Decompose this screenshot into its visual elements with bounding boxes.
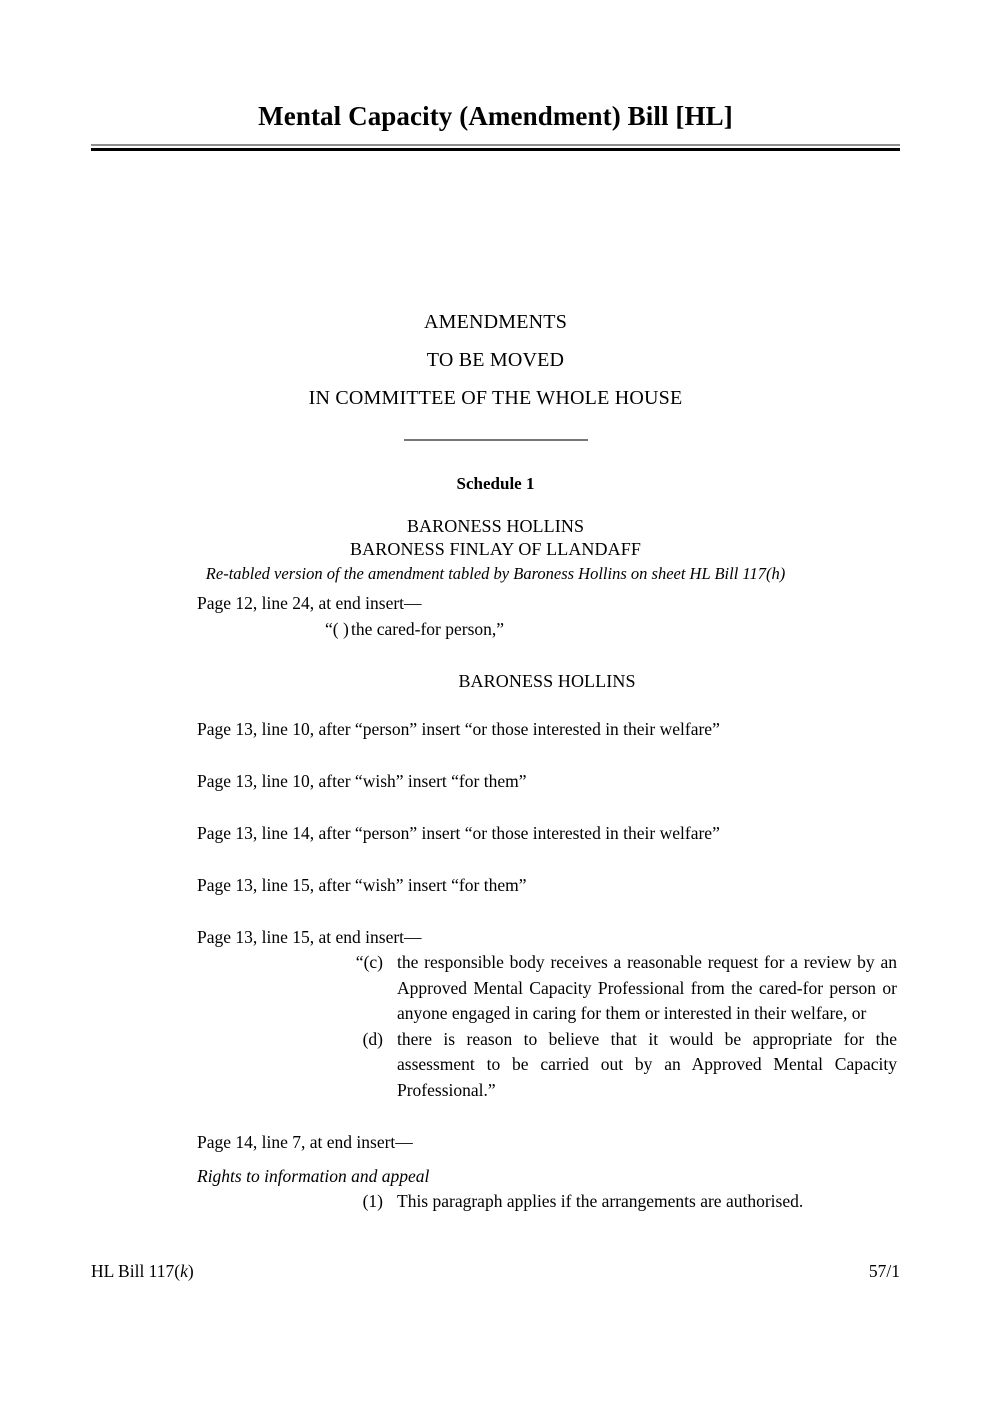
- list-item-text: there is reason to believe that it would be appropriate for the assessment to be carried out by an Approved Mental Capacity Professional.”: [397, 1028, 897, 1100]
- spacer: [197, 898, 897, 924]
- schedule-heading: Schedule 1: [456, 474, 535, 493]
- amendment-page13-line15-wish: [197, 872, 897, 898]
- footer-page-reference: 57/1: [868, 1261, 900, 1281]
- amendments-heading-block: [91, 303, 900, 441]
- list-item-marker: (1): [362, 1191, 383, 1211]
- footer-bill-number: [91, 1261, 194, 1282]
- amendments-body: [197, 590, 897, 1215]
- sponsor-block-secondary: BARONESS HOLLINS: [458, 671, 636, 691]
- list-item: [325, 950, 897, 1027]
- footer-bill-prefix: HL Bill 117(: [91, 1261, 181, 1281]
- page-footer: [91, 1261, 900, 1282]
- title-block: [91, 100, 900, 151]
- amendment-page12-line24: [197, 590, 897, 642]
- amendment-page13-line15-insert: [197, 924, 897, 1103]
- retabled-note: Re-tabled version of the amendment tabled by Baroness Hollins on sheet HL Bill 117(h): [205, 564, 786, 583]
- title-rule-thick: [91, 148, 900, 151]
- spacer: [197, 1103, 897, 1129]
- title-rule-thin: [91, 144, 900, 146]
- list-item-text: the responsible body receives a reasonable request for a review by an Approved Mental Capacity Professional from the cared-for person or anyone engaged in caring for them or interested in their welfare, or: [397, 952, 897, 1023]
- amendment-lead: Page 13, line 10, after “wish” insert “for them”: [197, 771, 527, 791]
- spacer: [197, 1155, 897, 1163]
- amendment-lead: Page 13, line 15, at end insert—: [197, 927, 422, 947]
- amendment-page13-line10-person: [197, 716, 897, 742]
- amendment-page14-line7-insert: [197, 1129, 897, 1215]
- amendment-lead: Page 13, line 10, after “person” insert “or those interested in their welfare”: [197, 719, 720, 739]
- sponsor-name-finlay: BARONESS FINLAY OF LLANDAFF: [350, 539, 641, 559]
- list-item-marker: “(c): [355, 952, 383, 972]
- sponsor-name-hollins: BARONESS HOLLINS: [406, 516, 585, 536]
- spacer: [197, 694, 897, 716]
- list-item: [325, 1027, 897, 1104]
- inserted-paragraph-list: [325, 1189, 897, 1215]
- list-item: [325, 1189, 897, 1215]
- amendment-lead: Page 12, line 24, at end insert—: [197, 593, 422, 613]
- heading-amendments: AMENDMENTS: [423, 311, 568, 333]
- amendment-inserted-text: [325, 616, 897, 642]
- amendment-lead: Page 13, line 14, after “person” insert “or those interested in their welfare”: [197, 823, 720, 843]
- cross-heading: Rights to information and appeal: [197, 1166, 430, 1186]
- inserted-text: the cared-for person,”: [351, 619, 505, 639]
- spacer: [197, 846, 897, 872]
- list-item-marker: (d): [362, 1028, 383, 1049]
- amendment-lead: Page 14, line 7, at end insert—: [197, 1132, 413, 1152]
- footer-bill-letter: k: [180, 1261, 188, 1281]
- footer-bill-suffix: ): [187, 1261, 194, 1281]
- heading-to-be-moved: TO BE MOVED: [426, 349, 565, 371]
- amendment-lead: Page 13, line 15, after “wish” insert “for them”: [197, 875, 527, 895]
- spacer: [197, 642, 897, 668]
- page-title: Mental Capacity (Amendment) Bill [HL]: [258, 101, 733, 131]
- inserted-paragraph-list: [325, 950, 897, 1103]
- list-item-text: This paragraph applies if the arrangements are authorised.: [397, 1191, 804, 1211]
- heading-divider-wrap: [91, 439, 900, 441]
- amendment-page13-line10-wish: [197, 768, 897, 794]
- inserted-marker: “( ): [325, 619, 349, 639]
- heading-divider-rule: [404, 439, 588, 441]
- amendment-page13-line14-person: [197, 820, 897, 846]
- heading-in-committee: IN COMMITTEE OF THE WHOLE HOUSE: [308, 387, 683, 409]
- spacer: [197, 742, 897, 768]
- spacer: [197, 794, 897, 820]
- sponsor-block-primary: [91, 515, 900, 585]
